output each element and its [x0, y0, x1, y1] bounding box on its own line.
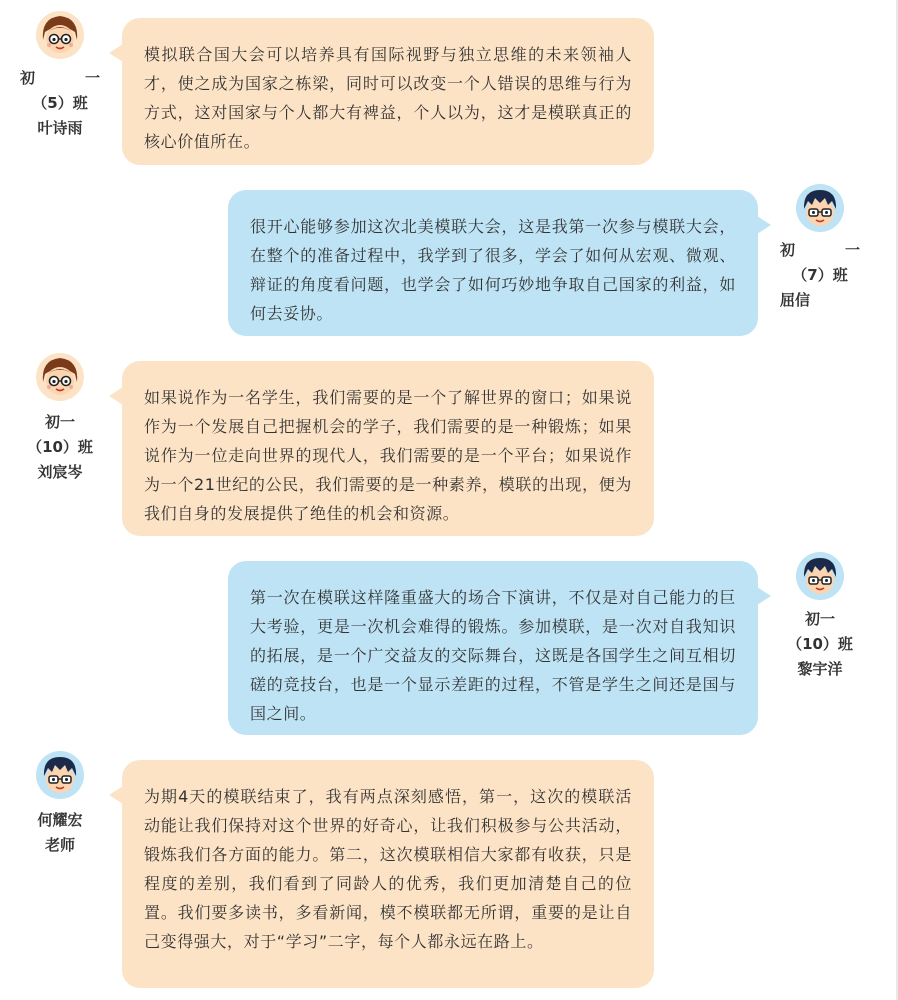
comment-text: 第一次在模联这样隆重盛大的场合下演讲，不仅是对自己能力的巨大考验，更是一次机会难得的锻炼。参加模联，是一次对自我知识的拓展，是一个广交益友的交际舞台，这既是各国学生之间互相切磋的竞技台，也是一个显示差距的过程，不管是学生之间还是国与国之间。 [250, 588, 736, 723]
speech-bubble [122, 18, 654, 165]
girl-avatar-icon [35, 352, 85, 402]
boy-avatar-icon [795, 183, 845, 233]
speech-bubble [228, 561, 758, 735]
speech-bubble [228, 190, 758, 336]
comment-text: 为期4天的模联结束了，我有两点深刻感悟，第一，这次的模联活动能让我们保持对这个世界的好奇心，让我们积极参与公共活动，锻炼我们各方面的能力。第二，这次模联相信大家都有收获，只是程度的差别，我们看到了同龄人的优秀，我们更加清楚自己的位置。我们要多读书，多看新闻，模不模联都无所谓，重要的是让自己变得强大，对于“学习”二字，每个人都永远在路上。 [144, 787, 632, 951]
girl-avatar-icon [35, 10, 85, 60]
speech-bubble [122, 361, 654, 536]
comment-text: 很开心能够参加这次北美模联大会，这是我第一次参与模联大会，在整个的准备过程中，我学到了很多，学会了如何从宏观、微观、辩证的角度看问题，也学会了如何巧妙地争取自己国家的利益，如何去妥协。 [250, 217, 736, 323]
speaker-line: （10）班 [27, 438, 93, 456]
comment-text: 模拟联合国大会可以培养具有国际视野与独立思维的未来领袖人才，使之成为国家之栋梁，同时可以改变一个人错误的思维与行为方式，这对国家与个人都大有裨益，个人以为，这才是模联真正的核心价值所在。 [144, 45, 632, 151]
speech-bubble [122, 760, 654, 988]
speaker-line: 初一 [44, 413, 75, 431]
speaker-name [20, 410, 100, 485]
speaker-line: 老师 [44, 836, 75, 854]
comment-text: 如果说作为一名学生，我们需要的是一个了解世界的窗口；如果说作为一个发展自己把握机会的学子，我们需要的是一种锻炼；如果说作为一位走向世界的现代人，我们需要的是一个平台；如果说作为一个21世纪的公民，我们需要的是一种素养，模联的出现，便为我们自身的发展提供了绝佳的机会和资源。 [144, 388, 632, 523]
speaker-line: 初 一 [780, 241, 860, 259]
speaker-line: 叶诗雨 [37, 119, 83, 137]
speaker-line: 刘宸岑 [37, 463, 83, 481]
speaker-name [20, 66, 100, 141]
speaker-line: 屈信 [780, 291, 811, 309]
boy-avatar-icon [795, 551, 845, 601]
speaker-line: 何耀宏 [37, 811, 83, 829]
speaker-line: 黎宇洋 [797, 660, 843, 678]
speaker-line: （7）班 [792, 266, 848, 284]
speaker-name [780, 607, 860, 682]
speaker-line: 初一 [804, 610, 835, 628]
speaker-name [780, 238, 860, 313]
speaker-line: 初 一 [20, 69, 100, 87]
speaker-line: （10）班 [787, 635, 853, 653]
boy-avatar-icon [35, 750, 85, 800]
speaker-line: （5）班 [32, 94, 88, 112]
speaker-name [20, 808, 100, 858]
